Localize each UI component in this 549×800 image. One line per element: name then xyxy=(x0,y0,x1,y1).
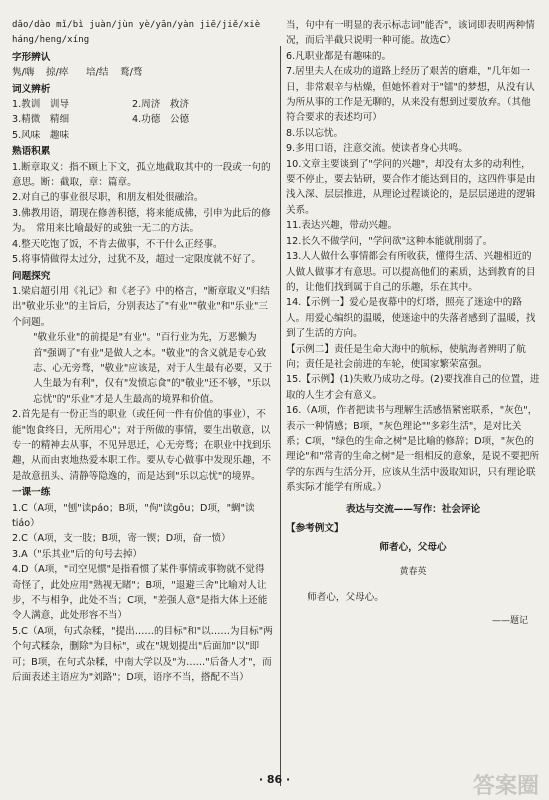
wenti-answer-1-detail: "敬业乐业"的前提是"有业"。"百行业为先，万恶懒为首"强调了"有业"是做人之本。"敬业"的含义就是专心致志、心无旁骛，"敬业"应该是，对于人生最有必要，又于人生最为有利"，仅有"发愤忘食"的"敬业"还不够，"乐以忘忧"的"乐业"才是人生最高的境界和价值。 xyxy=(33,332,273,405)
yike-answer-14: 14.【示例一】爱心是夜幕中的灯塔，照亮了迷途中的路人。用爱心编织的温暖，使迷途中的失落者感到了温暖，找到了生活的方向。 xyxy=(286,297,536,340)
section-yike: 一课一练 xyxy=(12,487,51,499)
ciyi-item: 2.周济 救济 xyxy=(132,99,190,111)
ciyi-item: 3.精微 精细 xyxy=(12,114,70,126)
shuyu-item: 2.对自己的事业很尽职，和朋友相处很融洽。 xyxy=(12,192,204,204)
section-zixing: 字形辨认 xyxy=(12,51,51,63)
ciyi-row xyxy=(12,97,274,112)
yike-answer-9: 9.多用口语，注意交流。使读者身心共鸣。 xyxy=(286,143,468,155)
yike-answer: 4.D（A项，"司空见惯"是指看惯了某件事情或事物就不觉得奇怪了，此处应用"熟视无睹"；B项，"退避三舍"比喻对人让步，不与相争，此处不当；C项，"差强人意"是指大体上还能令人满意，此处形容不当） xyxy=(12,564,268,622)
yike-answer-11: 11.表达兴趣，带动兴趣。 xyxy=(286,220,398,232)
example-sign: ——题记 xyxy=(491,616,528,627)
zixing-item: 掠/瘁 xyxy=(46,67,69,79)
yike-answer: 5.C（A项，句式杂糅，"提出……的目标"和"以……为目标"两个句式糅杂，删除"为目标"，或在"规划提出"后面加"以"即可；B项，在句式杂糅，中南大学以及"为……"后备人才"，而后面表述主语应为"刘路"；D项，语序不当，搭配不当） xyxy=(12,625,273,684)
ciyi-row xyxy=(12,112,274,127)
right-column xyxy=(286,18,540,639)
section-shuyu: 熟语积累 xyxy=(12,146,51,158)
section-wenti: 问题探究 xyxy=(12,270,51,282)
zixing-item: 隽/嗨 xyxy=(12,67,35,79)
shuyu-item: 3.佛教用语，谓现在修善积德，将来能成佛，引申为此后的修为。 常用来比喻最好的或独一无二的方法。 xyxy=(12,207,271,235)
wenti-answer-1: 1.梁启超引用《礼记》和《老子》中的格言，"断章取义"归结出"敬业乐业"的主旨后，分别表达了"有业""敬业"和"乐业"三个问题。 xyxy=(12,285,270,328)
pinyin-line-2: háng/heng/xíng xyxy=(12,35,90,46)
zixing-item: 鹜/骛 xyxy=(120,67,143,79)
page-number: · 86 · xyxy=(258,773,291,786)
watermark-logo: 答案圈 xyxy=(472,773,539,799)
left-column xyxy=(12,18,274,685)
section-ciyi: 词义辨析 xyxy=(12,83,51,95)
ciyi-item: 5.风味 趣味 xyxy=(12,129,70,141)
yike-answer-15: 15.【示例】(1)失败乃成功之母。(2)要找准自己的位置，进取的人生才会有意义。 xyxy=(286,374,540,401)
yike-answer: 1.C（A项，"刨"读páo；B项，"佝"读gōu；D项，"蜩"读tiáo） xyxy=(12,502,255,529)
example-title: 师者心，父母心 xyxy=(379,542,447,554)
yike-answer-14b: 【示例二】责任是生命大海中的航标，使航海者辨明了航向；责任是社会前进的车轮，使国家繁荣富强。 xyxy=(286,343,526,370)
example-author: 黄春英 xyxy=(399,567,427,578)
yike-answer-8: 8.乐以忘忧。 xyxy=(286,127,344,139)
reference-label: 【参考例文】 xyxy=(286,523,344,534)
yike-answer: 2.C（A项，支一肢；B项，寄一锲；D项，奋一愤） xyxy=(12,533,231,545)
yike-answer-12: 12.长久不做学问，"学问欲"这种本能就削弱了。 xyxy=(286,235,493,247)
shuyu-item: 4.整天吃饱了饭，不肯去做事，不干什么正经事。 xyxy=(12,238,223,250)
example-text: 师者心，父母心。 xyxy=(307,591,384,603)
ciyi-item: 4.功德 公德 xyxy=(132,114,190,126)
wenti-answer-2: 2.首先是有一份正当的职业（或任何一件有价值的事业），不能"饱食终日，无所用心"；对于所做的事情，要生出敬意，以专一的精神去从事，不见异思迁，心无旁骛；在职业中找到乐趣，从而由衷地热爱本职工作。要从专心做事中发现乐趣，不是故意扭头、清静等隐逸的，而是达到"乐以忘忧"的境界。 xyxy=(12,409,272,482)
yike-answer-16: 16.（A项，作者把读书与理解生活感悟紧密联系，"灰色"，表示一种情感；B项，"灰色理论""多彩生活"，是对比关系；C项，"绿色的生命之树"是比喻的修辞；D项，"灰色的理论"和"常青的生命之树"是一组相反的意象，是说不要把所学的东西与生活分开，应该从生活中汲取知识，只有理论联系实际才能学有所成。） xyxy=(286,405,540,494)
yike-answer-6: 6.凡职业都是有趣味的。 xyxy=(286,50,392,62)
ciyi-item: 1.教训 训导 xyxy=(12,99,70,111)
ciyi-row xyxy=(12,128,274,143)
yike-answer-7: 7.居里夫人在成功的道路上经历了艰苦的磨难，"几年如一日，非常艰辛与枯燥，但她怀着对于"镭"的梦想，从没有认为所从事的工作是无聊的，从来没有想到过要放弃。（其他符合要求的表述均可） xyxy=(286,66,535,124)
yike-answer-13: 13.人人做什么事情都会有所收获，懂得生活、兴趣相近的人做人做事才有意思。可以提高他们的素质，达到教育的目的，让他们找到属于自己的乐趣，乐在其中。 xyxy=(286,251,536,293)
writing-heading: 表达与交流——写作：社会评论 xyxy=(345,503,481,515)
shuyu-item: 5.将事情做得太过分，过犹不及，超过一定限度就不好了。 xyxy=(12,254,261,266)
yike-answer-10: 10.文章主要谈到了"学问的兴趣"，却没有太多的动利性，要不停止，要去钻研，要合作才能达到目的，这四件事是由浅入深、层层推进，从理论过程谈论的，是层层递进的逻辑关系。 xyxy=(286,158,536,216)
zixing-item: 培/结 xyxy=(86,67,109,79)
yike-answer-5-cont: 当，句中有一明显的表示标志词"能否"，该词即表明两种情况，而后半截只说明一种可能。故选C） xyxy=(286,20,535,47)
yike-answer: 3.A（"乐其业"后的句号去掉） xyxy=(12,548,143,560)
column-divider xyxy=(280,46,281,786)
pinyin-line-1: dǎo/dào mǐ/bì juàn/jùn yè/yān/yàn jiē/jiě/xiè xyxy=(12,20,261,30)
zixing-row xyxy=(12,65,274,80)
shuyu-item: 1.断章取义：指不顾上下文，孤立地截取其中的一段或一句的意思。断：截取，章：篇章。 xyxy=(12,161,271,189)
